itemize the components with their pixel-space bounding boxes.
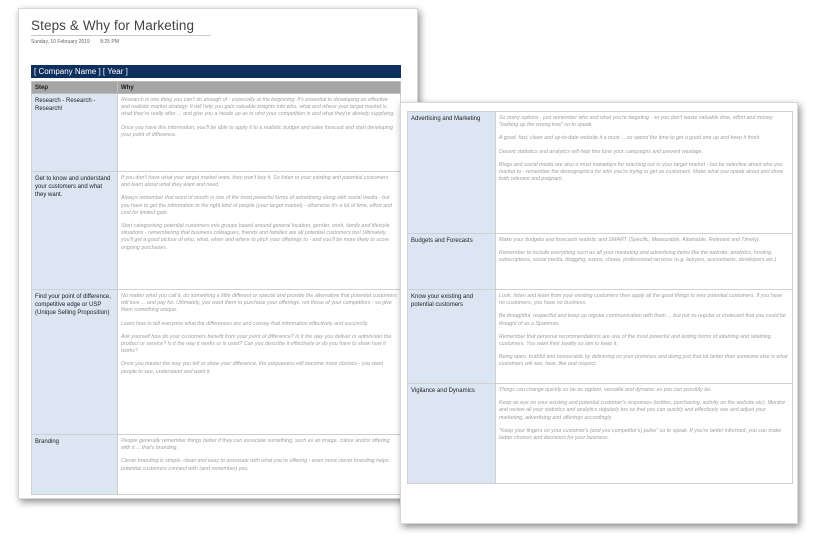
why-paragraph: Decent statistics and analytics will help fine tune your campaigns and prevent wastage. (499, 148, 704, 155)
document-page-1 (18, 8, 418, 499)
table-row (32, 172, 401, 290)
page-date-time (31, 39, 119, 45)
table-header-row (32, 82, 401, 94)
why-paragraph: Blogs and social media are also a must nowadays for reaching out to your target market - but be selective about who you market to - remember the demographics for who you're trying to get as customers. Make what you speak about and show both relevant and poignant. (499, 161, 784, 183)
why-cell (118, 94, 401, 172)
step-cell: Branding (32, 435, 118, 495)
why-paragraph: If you don't have what your target market want, they won't buy it. So listen to your existing and potential customers and learn about what they want and need. (121, 175, 389, 189)
document-page-2 (400, 102, 798, 524)
why-cell (118, 435, 401, 495)
table-row (408, 234, 793, 290)
why-paragraph: Once you master the way you tell or show your difference, the uniqueness will become more obvious - you want people to see, understand and want it. (121, 361, 384, 375)
why-cell (118, 172, 401, 290)
why-cell (496, 112, 793, 234)
step-cell: Vigilance and Dynamics (408, 384, 496, 484)
step-cell: Advertising and Marketing (408, 112, 496, 234)
why-paragraph: Keep an eye on your existing and potential customer's responses (written, purchasing, activity on the website etc). Monitor and review all your statistics and analytics regularly too so that you can quickly and effectively see and adjust your marketing, advertising and offerings accordingly. (499, 400, 786, 421)
why-paragraph: "Keep your fingers on your customer's (and you competitor's) pulse" so to speak. If you're better informed, you can make better choices and decisions for your business. (499, 427, 782, 442)
why-paragraph: Ask yourself how do your customers benefit from your point of difference? Is it the way you deliver or administer the product or service? Is it the way it works or is used? Can you describe it effectively or do you have to show how it works? (121, 333, 392, 355)
why-paragraph: Be thoughtful, respectful and keep up regular communication with them ... but not so regular or irrelevant that you could be thought of as a Spammer. (499, 313, 786, 327)
table-row (408, 112, 793, 234)
steps-table-continued (407, 111, 793, 484)
why-paragraph: Once you have this information, you'll be able to apply it to a realistic budget and sales forecast and start developing your point of difference. (121, 124, 393, 138)
step-cell: Research - Research - Research! (32, 94, 118, 172)
why-paragraph: Start categorising potential customers into groups based around general location, gender, work, family and lifestyle situations - remembering that business colleagues, friends and families are all potential customers too! Ultimately, you'll get a good picture of who, what, when and where to pitch your offerings to - and you'll be more likely to score ongoing purchases. (121, 223, 390, 251)
table-row (32, 290, 401, 435)
why-paragraph: Remember to include everything such as all your marketing and advertising items like the website, analytics, hosting, subscriptions, social media, blogging, expos, shows, professional services (e.g. lawyers, accountants, developers etc.) (499, 250, 777, 264)
why-paragraph: Being open, truthful and honourable by delivering on your promises and doing just that bit better than someone else is what customers will see, hear, like and respect. (499, 354, 788, 368)
why-paragraph: People generally remember things better if they can associate something, such as an image, colour and/or offering with it ... that's branding. (121, 438, 390, 452)
why-column-header: Why (118, 82, 401, 94)
why-paragraph: Learn how to tell everyone what the differences are and convey that information effectively and succinctly. (121, 320, 369, 327)
why-paragraph: Always remember that word of mouth is one of the most powerful forms of advertising along with social media - but you have to get the information to the right kind of people (your target market) - otherwise it's a lot of time, effort and cost for limited gain. (121, 195, 392, 216)
steps-table (31, 81, 401, 495)
table-row (408, 384, 793, 484)
why-cell (496, 290, 793, 384)
company-heading: [ Company Name ] [ Year ] (31, 65, 401, 78)
why-paragraph: Things can change quickly so be as vigilant, versatile and dynamic as you can possibly be. (499, 387, 712, 393)
why-cell (496, 384, 793, 484)
why-paragraph: A good, fast, clean and up-to-date website it a must ... so spend the time to get a good one up and keep it fresh. (499, 135, 761, 142)
why-paragraph: So many options - just remember who and what you're targeting - so you don't waste valuable time, effort and money "barking up the wrong tree" so to speak. (499, 115, 773, 129)
step-cell: Get to know and understand your customers and what they want. (32, 172, 118, 290)
page-date: Sunday, 10 February 2019 (31, 39, 90, 45)
why-cell (496, 234, 793, 290)
step-cell: Know your existing and potential customers (408, 290, 496, 384)
table-row (32, 94, 401, 172)
step-column-header: Step (32, 82, 118, 94)
why-paragraph: Research is one thing you can't do enough of - especially at the beginning. It's essential to developing an effective and realistic market strategy. It will help you gain valuable insights into who, what and where your target market is, what they're really after ... and give you a heads up as to who your competition is and what they're already supplying. (121, 97, 395, 118)
table-row (32, 435, 401, 495)
why-paragraph: Look, listen and learn from your existing customers then apply all the good things to new potential customers. If you have no customers, you have no business. (499, 293, 783, 307)
why-paragraph: Remember that personal recommendations are one of the most powerful and lasting forms of attaining and retaining customers. You want their loyalty so aim to keep it. (499, 333, 771, 348)
step-cell: Budgets and Forecasts (408, 234, 496, 290)
why-paragraph: Make your budgets and forecasts realistic and SMART (Specific, Measurable, Attainable, Relevant and Timely). (499, 237, 761, 243)
why-paragraph: Clever branding is simple, clean and easy to associate with what you're offering - even more clever branding helps potential customers connect with (and remember) you. (121, 458, 389, 472)
step-cell: Find your point of difference, competitive edge or USP (Unique Selling Proposition) (32, 290, 118, 435)
page-time: 8:25 PM (100, 39, 119, 45)
page-title: Steps & Why for Marketing (31, 18, 211, 36)
why-paragraph: No matter what you call it, do something a little different or special and provide the alternative that potential customers will love ... and pay for. Ultimately, you want them to purchase your offerings, not those of your competitors - so give them something unique. (121, 293, 397, 314)
table-row (408, 290, 793, 384)
why-cell (118, 290, 401, 435)
